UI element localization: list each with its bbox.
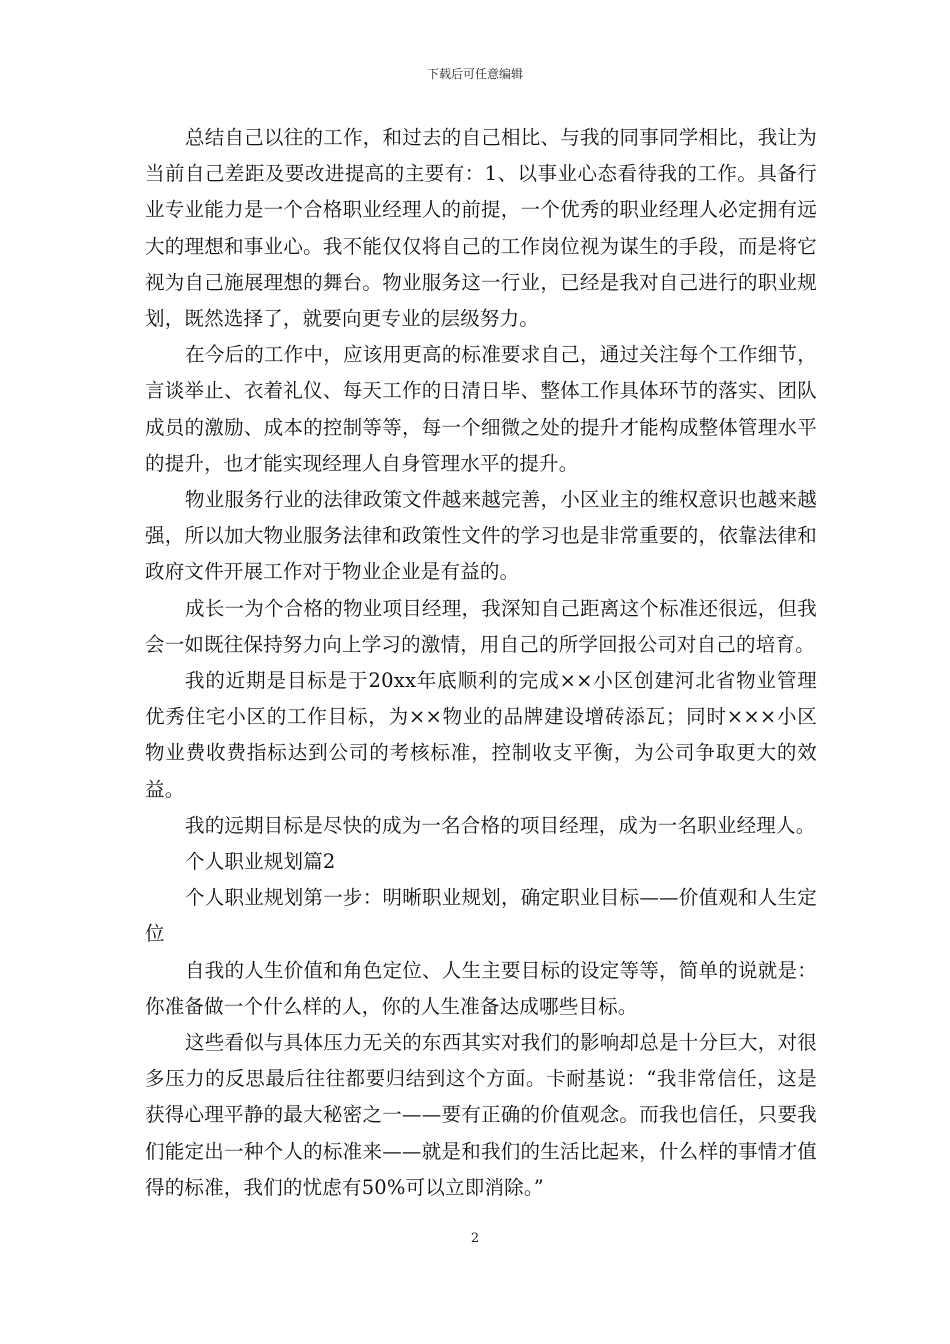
paragraph-growth: 成长一为个合格的物业项目经理，我深知自己距离这个标准还很远，但我会一如既往保持努力向上学习的激情，用自己的所学回报公司对自己的培育。 [145,596,817,656]
paragraph-long-term-goal: 我的远期目标是尽快的成为一名合格的项目经理，成为一名职业经理人。 [185,813,816,837]
paragraph-near-term-goal: 我的近期是目标是于20xx年底顺利的完成××小区创建河北省物业管理优秀住宅小区的工作目标，为××物业的品牌建设增砖添瓦；同时×××小区物业费收费指标达到公司的考核标准，控制收支平衡，为公司争取更大的效益。 [145,669,817,801]
paragraph-future-work: 在今后的工作中，应该用更高的标准要求自己，通过关注每个工作细节，言谈举止、衣着礼仪、每天工作的日清日毕、整体工作具体环节的落实、团队成员的激励、成本的控制等等，每一个细微之处的提升才能构成整体管理水平的提升，也才能实现经理人自身管理水平的提升。 [145,343,817,475]
section-heading: 个人职业规划篇2 [185,850,336,874]
page-header-note: 下载后可任意编辑 [426,67,523,81]
paragraph-laws-policy: 物业服务行业的法律政策文件越来越完善，小区业主的维权意识也越来越强，所以加大物业服务法律和政策性文件的学习也是非常重要的，依靠法律和政府文件开展工作对于物业企业是有益的。 [145,488,817,584]
document-body [145,120,817,1206]
paragraph-step-one: 个人职业规划第一步：明晰职业规划，确定职业目标——价值观和人生定位 [145,886,817,946]
paragraph-self-value: 自我的人生价值和角色定位、人生主要目标的设定等等，简单的说就是：你准备做一个什么样的人，你的人生准备达成哪些目标。 [145,958,817,1018]
paragraph-self-summary: 总结自己以往的工作，和过去的自己相比、与我的同事同学相比，我让为当前自己差距及要改进提高的主要有：1、以事业心态看待我的工作。具备行业专业能力是一个合格职业经理人的前提，一个优秀的职业经理人必定拥有远大的理想和事业心。我不能仅仅将自己的工作岗位视为谋生的手段，而是将它视为自己施展理想的舞台。物业服务这一行业，已经是我对自己进行的职业规划，既然选择了，就要向更专业的层级努力。 [145,126,817,331]
paragraph-carnegie-quote: 这些看似与具体压力无关的东西其实对我们的影响却总是十分巨大，对很多压力的反思最后往往都要归结到这个方面。卡耐基说：“我非常信任，这是获得心理平静的最大秘密之一——要有正确的价值观念。而我也信任，只要我们能定出一种个人的标准来——就是和我们的生活比起来，什么样的事情才值得的标准，我们的忧虑有50%可以立即消除。” [145,1031,817,1199]
page-number: 2 [470,1231,480,1246]
